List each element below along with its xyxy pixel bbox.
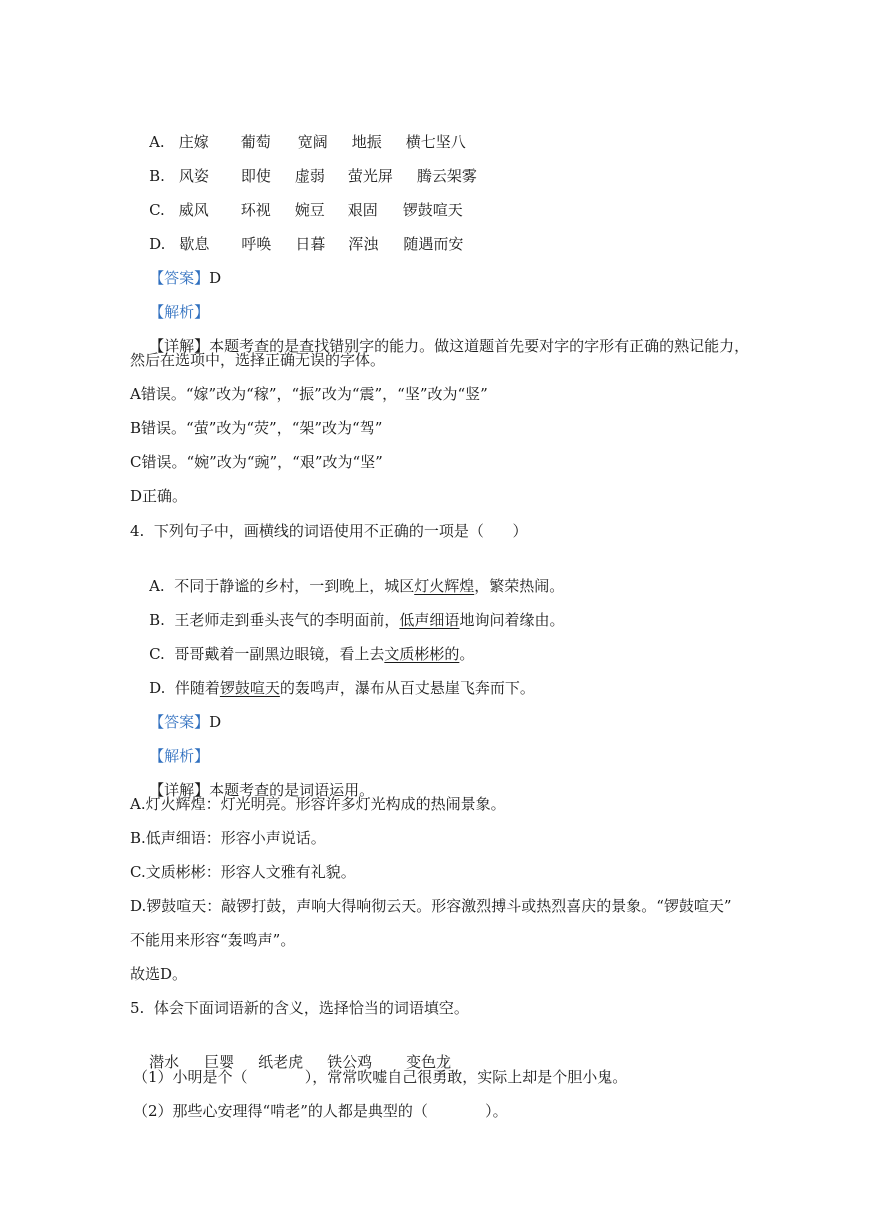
underlined-phrase: 低声细语 bbox=[399, 611, 460, 629]
analysis-tag: 【解析】 bbox=[149, 303, 210, 321]
q5-sentence-2: （2）那些心安理得“啃老”的人都是典型的（ ）。 bbox=[133, 1102, 508, 1120]
option-letter: D. bbox=[149, 235, 166, 253]
q3-detail-c: C错误。“婉”改为“豌”，“艰”改为“坚” bbox=[130, 453, 383, 471]
option-word: 即使 bbox=[240, 167, 271, 185]
option-word: 地振 bbox=[351, 133, 382, 151]
q5-stem: 5. 体会下面词语新的含义，选择恰当的词语填空。 bbox=[130, 999, 469, 1017]
underlined-phrase: 锣鼓喧天 bbox=[219, 679, 280, 697]
option-letter: B. bbox=[149, 167, 165, 185]
answer-tag: 【答案】 bbox=[149, 713, 210, 731]
option-word: 浑浊 bbox=[348, 235, 379, 253]
option-text: B. 王老师走到垂头丧气的李明面前， bbox=[149, 611, 400, 629]
option-text: 。 bbox=[459, 645, 475, 663]
option-word: 威风 bbox=[178, 201, 209, 219]
option-word: 腾云架雾 bbox=[416, 167, 477, 185]
detail-text: 本题考查的是查找错别字的能力。做这道题首先要对字的字形有正确的熟记能力， bbox=[209, 337, 750, 355]
option-word: 虚弱 bbox=[294, 167, 325, 185]
option-word: 横七坚八 bbox=[405, 133, 466, 151]
option-word: 葡萄 bbox=[240, 133, 271, 151]
detail-tag: 【详解】 bbox=[149, 781, 210, 799]
underlined-phrase: 灯火辉煌 bbox=[414, 577, 475, 595]
option-word: 日暮 bbox=[295, 235, 326, 253]
word-bank-item: 巨婴 bbox=[204, 1053, 235, 1071]
detail-text: 本题考查的是词语运用。 bbox=[209, 781, 375, 799]
analysis-tag: 【解析】 bbox=[149, 747, 210, 765]
q4-detail-a: A.灯火辉煌：灯光明亮。形容许多灯光构成的热闹景象。 bbox=[130, 795, 506, 813]
word-bank-item: 纸老虎 bbox=[258, 1053, 304, 1071]
q5-sentence-1: （1）小明是个（ ），常常吹嘘自己很勇敢，实际上却是个胆小鬼。 bbox=[133, 1068, 628, 1086]
option-word: 歇息 bbox=[179, 235, 210, 253]
q4-stem: 4. 下列句子中，画横线的词语使用不正确的一项是（ ） bbox=[130, 522, 528, 540]
underlined-phrase: 文质彬彬的 bbox=[384, 645, 460, 663]
q4-detail-d1: D.锣鼓喧天：敲锣打鼓，声响大得响彻云天。形容激烈搏斗或热烈喜庆的景象。“锣鼓喧天” bbox=[130, 897, 732, 915]
answer-tag: 【答案】 bbox=[149, 269, 210, 287]
option-word: 锣鼓喧天 bbox=[402, 201, 463, 219]
option-text: 地询问着缘由。 bbox=[459, 611, 565, 629]
option-text: A. 不同于静谧的乡村，一到晚上，城区 bbox=[149, 577, 415, 595]
option-word: 宽阔 bbox=[297, 133, 328, 151]
q3-detail-a: A错误。“嫁”改为“稼”，“振”改为“震”，“坚”改为“竖” bbox=[130, 385, 488, 403]
option-word: 艰固 bbox=[347, 201, 378, 219]
q4-detail-c: C.文质彬彬：形容人文雅有礼貌。 bbox=[130, 863, 356, 881]
option-word: 风姿 bbox=[178, 167, 209, 185]
answer-value: D bbox=[209, 713, 222, 731]
option-text: D. 伴随着 bbox=[149, 679, 220, 697]
q3-detail-d: D正确。 bbox=[130, 487, 188, 505]
option-word: 随遇而安 bbox=[403, 235, 464, 253]
word-bank-item: 变色龙 bbox=[406, 1053, 452, 1071]
q3-detail-b: B错误。“萤”改为“荧”，“架”改为“驾” bbox=[130, 419, 383, 437]
answer-value: D bbox=[209, 269, 222, 287]
option-word: 环视 bbox=[240, 201, 271, 219]
option-text: ，繁荣热闹。 bbox=[474, 577, 565, 595]
option-text: C. 哥哥戴着一副黑边眼镜，看上去 bbox=[149, 645, 385, 663]
option-letter: C. bbox=[149, 201, 165, 219]
option-word: 婉豆 bbox=[294, 201, 325, 219]
word-bank-item: 铁公鸡 bbox=[327, 1053, 373, 1071]
option-word: 萤光屏 bbox=[347, 167, 393, 185]
q4-detail-d2: 不能用来形容“轰鸣声”。 bbox=[130, 931, 296, 949]
option-letter: A. bbox=[149, 133, 165, 151]
q3-detail-line2: 然后在选项中，选择正确无误的字体。 bbox=[130, 351, 386, 369]
detail-tag: 【详解】 bbox=[149, 337, 210, 355]
option-word: 庄嫁 bbox=[178, 133, 209, 151]
word-bank-item: 潜水 bbox=[149, 1053, 180, 1071]
option-text: 的轰鸣声，瀑布从百丈悬崖飞奔而下。 bbox=[279, 679, 535, 697]
option-word: 呼唤 bbox=[241, 235, 272, 253]
q4-conclusion: 故选D。 bbox=[130, 965, 188, 983]
q4-detail-b: B.低声细语：形容小声说话。 bbox=[130, 829, 326, 847]
